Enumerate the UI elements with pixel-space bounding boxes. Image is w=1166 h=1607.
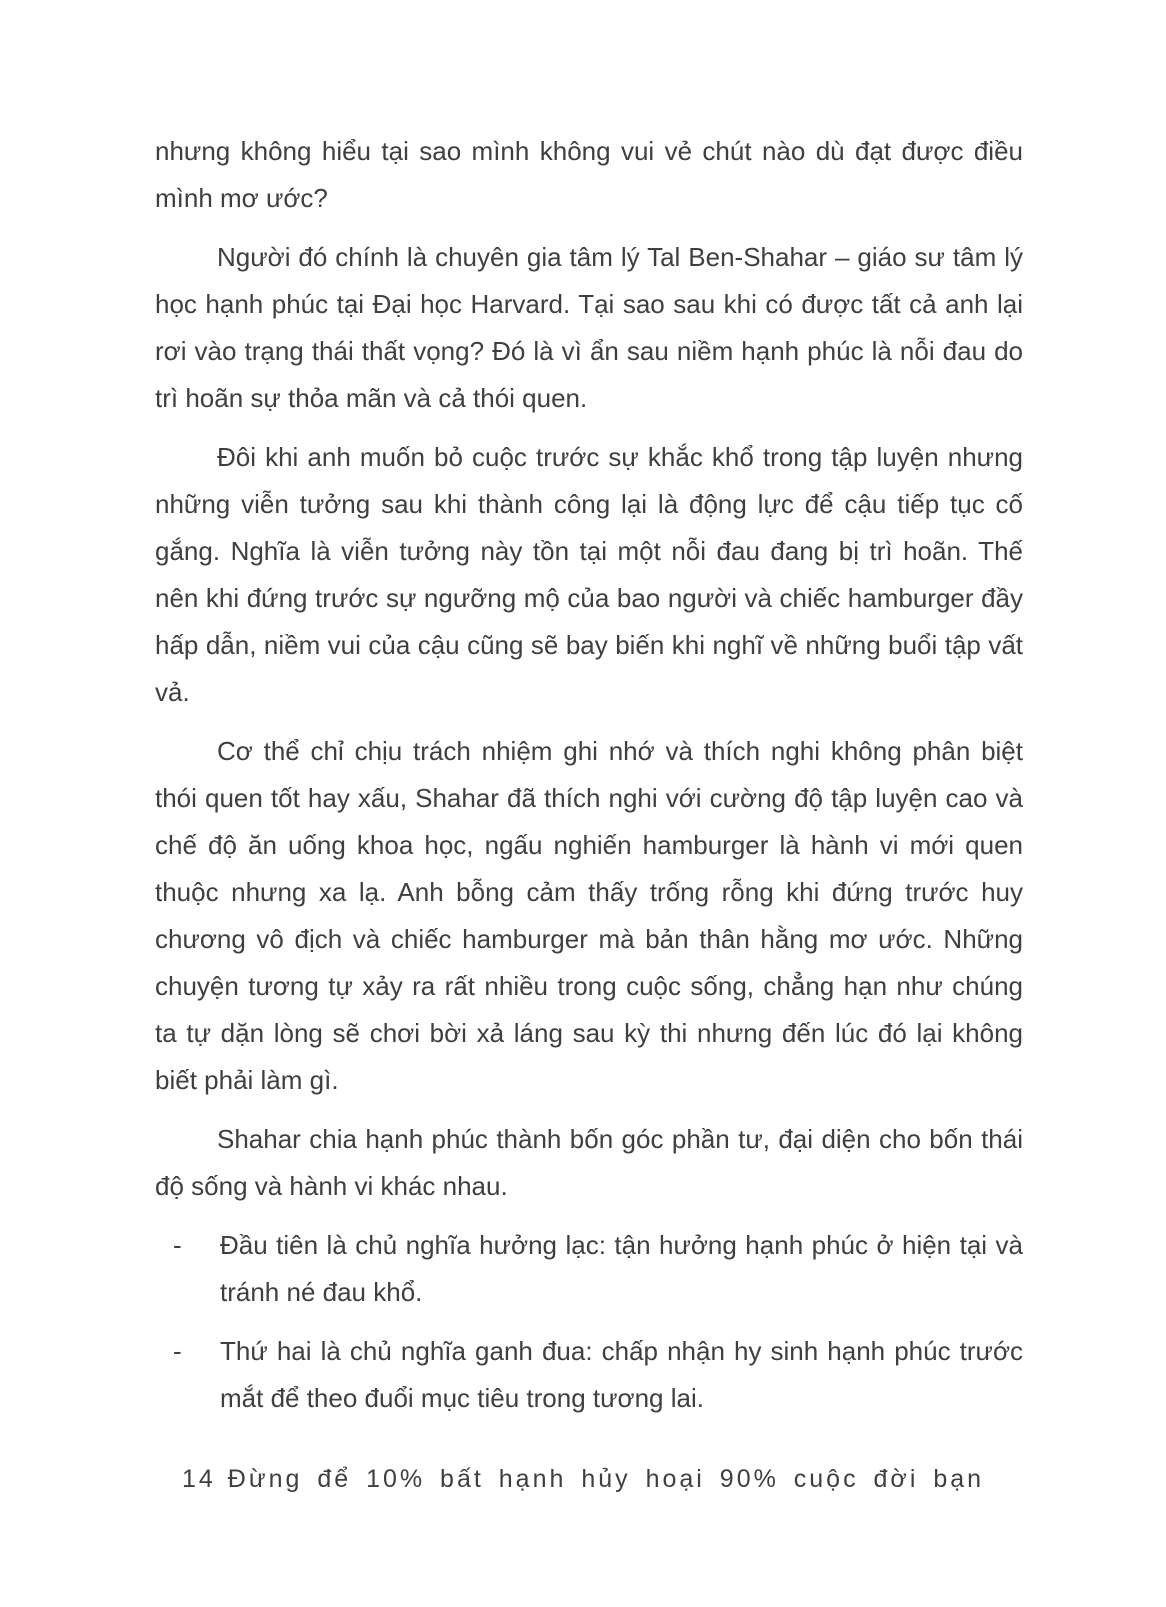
page-content xyxy=(155,128,1023,1434)
paragraph: Người đó chính là chuyên gia tâm lý Tal Ben-Shahar – giáo sư tâm lý học hạnh phúc tại Đại học Harvard. Tại sao sau khi có được tất cả anh lại rơi vào trạng thái thất vọng? Đó là vì ẩn sau niềm hạnh phúc là nỗi đau do trì hoãn sự thỏa mãn và cả thói quen. xyxy=(155,242,1023,413)
list-item-text: Đầu tiên là chủ nghĩa hưởng lạc: tận hưởng hạnh phúc ở hiện tại và tránh né đau khổ. xyxy=(220,1230,1023,1307)
footer-book-title: Đừng để 10% bất hạnh hủy hoại 90% cuộc đời bạn xyxy=(227,1465,985,1493)
paragraph: Shahar chia hạnh phúc thành bốn góc phần tư, đại diện cho bốn thái độ sống và hành vi khác nhau. xyxy=(155,1124,1023,1201)
paragraph: Cơ thể chỉ chịu trách nhiệm ghi nhớ và thích nghi không phân biệt thói quen tốt hay xấu, Shahar đã thích nghi với cường độ tập luyện cao và chế độ ăn uống khoa học, ngấu nghiến hamburger là hành vi mới quen thuộc nhưng xa lạ. Anh bỗng cảm thấy trống rỗng khi đứng trước huy chương vô địch và chiếc hamburger mà bản thân hằng mơ ước. Những chuyện tương tự xảy ra rất nhiều trong cuộc sống, chẳng hạn như chúng ta tự dặn lòng sẽ chơi bời xả láng sau kỳ thi nhưng đến lúc đó lại không biết phải làm gì. xyxy=(155,736,1023,1095)
bullet-dash-marker: - xyxy=(173,1336,182,1366)
bullet-dash-marker: - xyxy=(173,1230,182,1260)
list-item-text: Thứ hai là chủ nghĩa ganh đua: chấp nhận hy sinh hạnh phúc trước mắt để theo đuổi mục tiêu trong tương lai. xyxy=(220,1336,1023,1413)
page-number: 14 xyxy=(181,1465,216,1493)
bullet-list xyxy=(155,1222,1023,1422)
list-item xyxy=(155,1222,1023,1316)
list-item xyxy=(155,1328,1023,1422)
paragraph: Đôi khi anh muốn bỏ cuộc trước sự khắc khổ trong tập luyện nhưng những viễn tưởng sau khi thành công lại là động lực để cậu tiếp tục cố gắng. Nghĩa là viễn tưởng này tồn tại một nỗi đau đang bị trì hoãn. Thế nên khi đứng trước sự ngưỡng mộ của bao người và chiếc hamburger đầy hấp dẫn, niềm vui của cậu cũng sẽ bay biến khi nghĩ về những buổi tập vất vả. xyxy=(155,442,1023,707)
paragraph: nhưng không hiểu tại sao mình không vui vẻ chút nào dù đạt được điều mình mơ ước? xyxy=(155,136,1023,213)
page-footer xyxy=(0,1464,1166,1494)
